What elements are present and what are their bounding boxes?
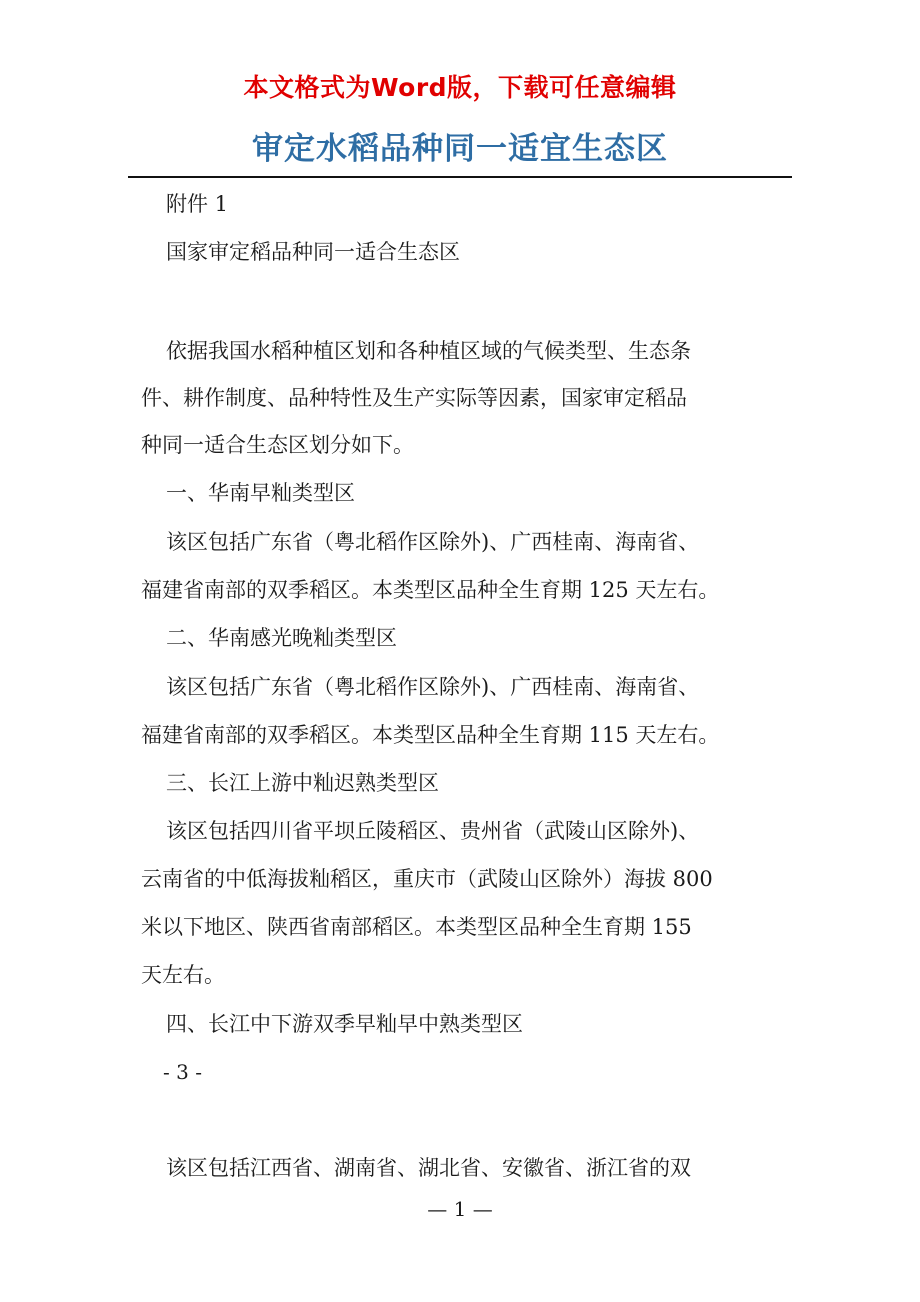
section-heading: 四、长江中下游双季早籼早中熟类型区 bbox=[166, 1012, 523, 1036]
download-banner: 本文格式为Word版，下载可任意编辑 bbox=[243, 73, 677, 102]
section-line: 云南省的中低海拔籼稻区，重庆市（武陵山区除外）海拔 800 bbox=[141, 867, 713, 891]
document-title: 审定水稻品种同一适宜生态区 bbox=[252, 131, 668, 167]
section-heading: 一、华南早籼类型区 bbox=[166, 481, 355, 505]
subtitle: 国家审定稻品种同一适合生态区 bbox=[166, 240, 460, 264]
section-heading: 二、华南感光晚籼类型区 bbox=[166, 626, 397, 650]
attachment-label: 附件 1 bbox=[166, 192, 229, 216]
inner-page-marker: - 3 - bbox=[163, 1060, 202, 1084]
section-line: 该区包括江西省、湖南省、湖北省、安徽省、浙江省的双 bbox=[166, 1156, 691, 1180]
section-heading: 三、长江上游中籼迟熟类型区 bbox=[166, 771, 439, 795]
section-line: 福建省南部的双季稻区。本类型区品种全生育期 115 天左右。 bbox=[141, 723, 720, 747]
section-line: 米以下地区、陕西省南部稻区。本类型区品种全生育期 155 bbox=[141, 915, 692, 939]
intro-line: 依据我国水稻种植区划和各种植区域的气候类型、生态条 bbox=[166, 339, 691, 363]
page-number: — 1 — bbox=[427, 1197, 493, 1221]
title-divider bbox=[128, 176, 792, 178]
section-line: 福建省南部的双季稻区。本类型区品种全生育期 125 天左右。 bbox=[141, 578, 720, 602]
section-line: 该区包括广东省（粤北稻作区除外)、广西桂南、海南省、 bbox=[166, 675, 700, 699]
section-line: 该区包括广东省（粤北稻作区除外)、广西桂南、海南省、 bbox=[166, 530, 700, 554]
section-line: 该区包括四川省平坝丘陵稻区、贵州省（武陵山区除外)、 bbox=[166, 819, 700, 843]
section-line: 天左右。 bbox=[141, 963, 225, 987]
intro-line: 种同一适合生态区划分如下。 bbox=[141, 433, 414, 457]
intro-line: 件、耕作制度、品种特性及生产实际等因素，国家审定稻品 bbox=[141, 386, 687, 410]
